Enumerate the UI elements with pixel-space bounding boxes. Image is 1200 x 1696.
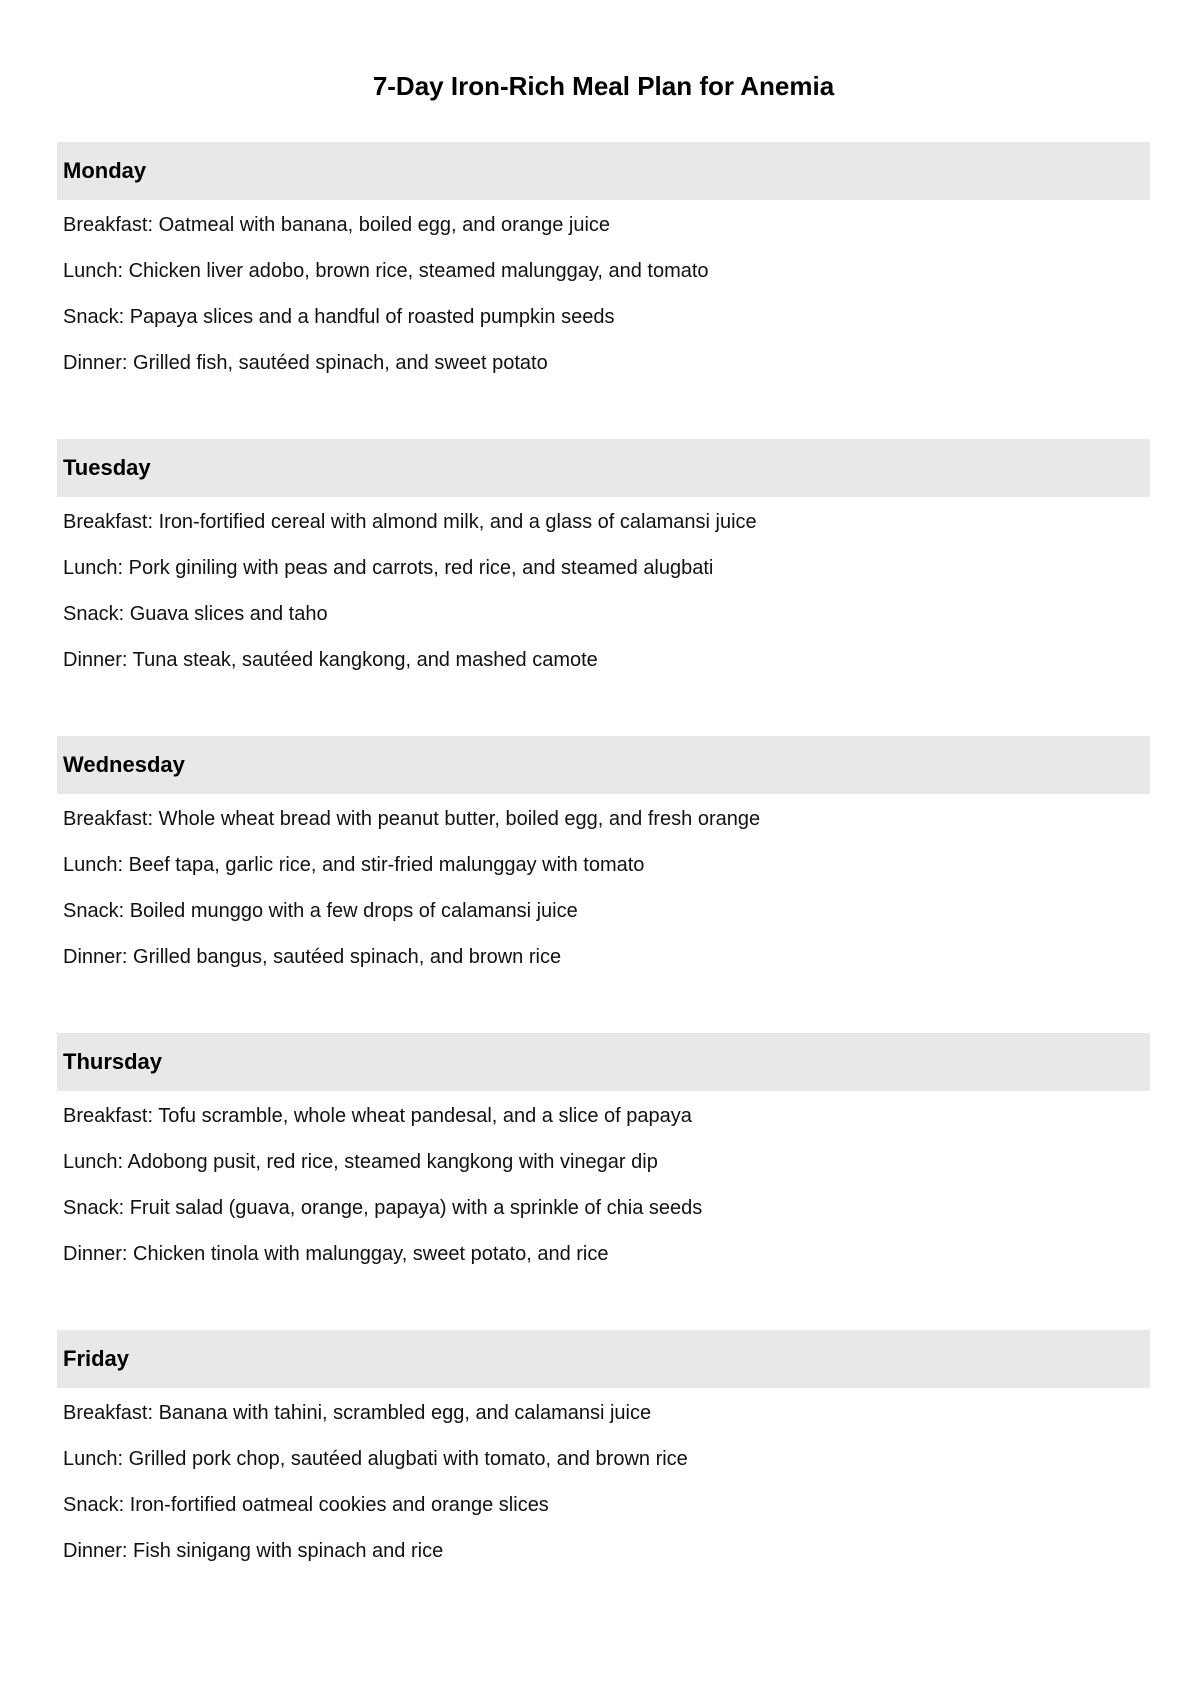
meal-lunch: Lunch: Pork giniling with peas and carrots, red rice, and steamed alugbati bbox=[63, 557, 714, 579]
meal-snack: Snack: Fruit salad (guava, orange, papaya) with a sprinkle of chia seeds bbox=[63, 1197, 703, 1219]
day-header: Tuesday bbox=[57, 439, 1150, 497]
day-section-thursday bbox=[57, 1033, 1150, 1277]
meal-snack: Snack: Guava slices and taho bbox=[63, 603, 328, 625]
meal-dinner: Dinner: Tuna steak, sautéed kangkong, and mashed camote bbox=[63, 649, 598, 671]
meal-lunch: Lunch: Chicken liver adobo, brown rice, steamed malunggay, and tomato bbox=[63, 260, 709, 282]
meal-breakfast: Breakfast: Iron-fortified cereal with almond milk, and a glass of calamansi juice bbox=[63, 511, 757, 533]
meal-lunch: Lunch: Adobong pusit, red rice, steamed kangkong with vinegar dip bbox=[63, 1151, 658, 1173]
day-section-friday bbox=[57, 1330, 1150, 1574]
meal-lunch: Lunch: Beef tapa, garlic rice, and stir-fried malunggay with tomato bbox=[63, 854, 645, 876]
meal-snack: Snack: Iron-fortified oatmeal cookies and orange slices bbox=[63, 1494, 549, 1516]
meal-list bbox=[57, 202, 1150, 386]
day-header: Thursday bbox=[57, 1033, 1150, 1091]
meal-list bbox=[57, 499, 1150, 683]
meal-list bbox=[57, 796, 1150, 980]
meal-breakfast: Breakfast: Whole wheat bread with peanut butter, boiled egg, and fresh orange bbox=[63, 808, 761, 830]
meal-list bbox=[57, 1093, 1150, 1277]
meal-dinner: Dinner: Chicken tinola with malunggay, sweet potato, and rice bbox=[63, 1243, 609, 1265]
day-section-wednesday bbox=[57, 736, 1150, 980]
meal-dinner: Dinner: Fish sinigang with spinach and rice bbox=[63, 1540, 444, 1562]
meal-breakfast: Breakfast: Tofu scramble, whole wheat pandesal, and a slice of papaya bbox=[63, 1105, 692, 1127]
day-header: Wednesday bbox=[57, 736, 1150, 794]
day-header: Friday bbox=[57, 1330, 1150, 1388]
meal-dinner: Dinner: Grilled bangus, sautéed spinach, and brown rice bbox=[63, 946, 562, 968]
meal-snack: Snack: Boiled munggo with a few drops of calamansi juice bbox=[63, 900, 578, 922]
meal-dinner: Dinner: Grilled fish, sautéed spinach, and sweet potato bbox=[63, 352, 548, 374]
day-section-monday bbox=[57, 142, 1150, 386]
document-page bbox=[57, 0, 1150, 1574]
meal-breakfast: Breakfast: Oatmeal with banana, boiled egg, and orange juice bbox=[63, 214, 611, 236]
day-header: Monday bbox=[57, 142, 1150, 200]
meal-breakfast: Breakfast: Banana with tahini, scrambled egg, and calamansi juice bbox=[63, 1402, 652, 1424]
document-title: 7-Day Iron-Rich Meal Plan for Anemia bbox=[372, 71, 835, 101]
meal-lunch: Lunch: Grilled pork chop, sautéed alugbati with tomato, and brown rice bbox=[63, 1448, 688, 1470]
meal-list bbox=[57, 1390, 1150, 1574]
day-section-tuesday bbox=[57, 439, 1150, 683]
meal-snack: Snack: Papaya slices and a handful of roasted pumpkin seeds bbox=[63, 306, 615, 328]
